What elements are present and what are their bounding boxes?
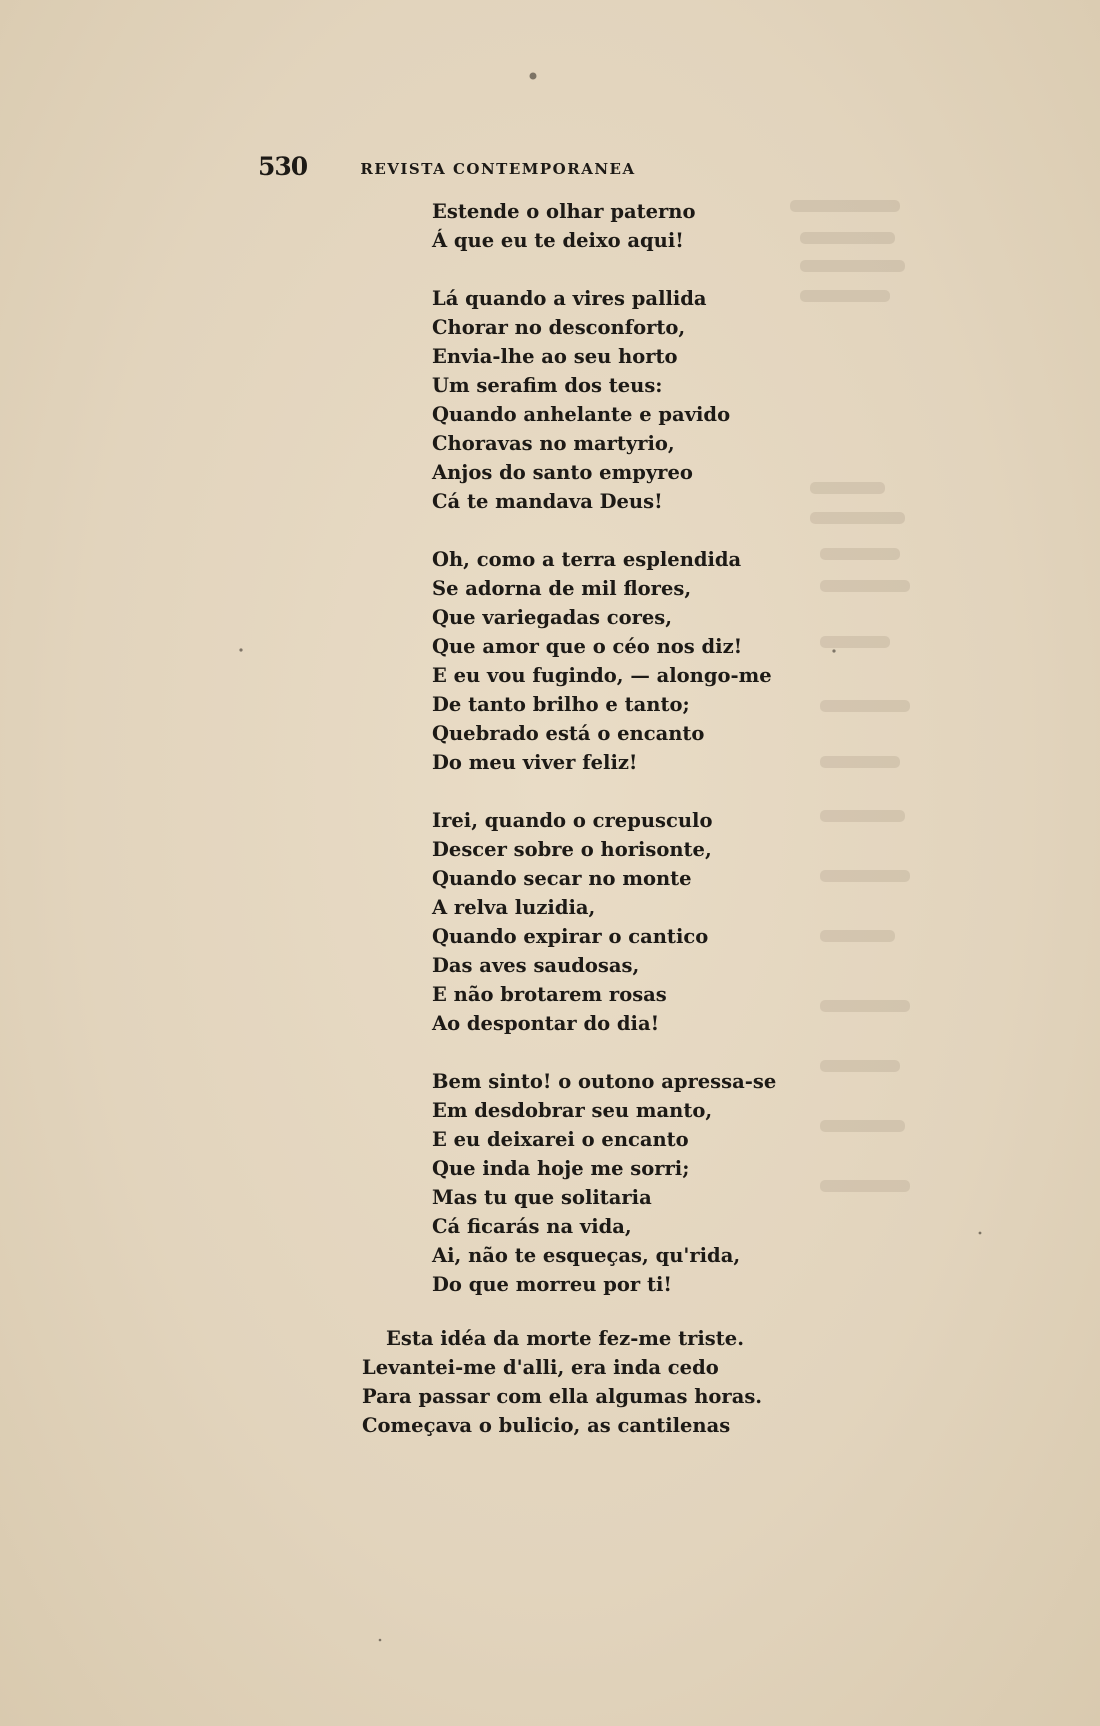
poem-line: Quando expirar o cantico: [432, 925, 709, 948]
poem-line: Do que morreu por ti!: [432, 1273, 672, 1296]
poem-line: A relva luzidia,: [432, 896, 596, 919]
poem-line: Que inda hoje me sorri;: [432, 1157, 690, 1180]
stanza-1: [432, 197, 852, 255]
poem-line: Chorar no desconforto,: [432, 316, 686, 339]
poem-line: Se adorna de mil flores,: [432, 577, 692, 600]
poem-line: De tanto brilho e tanto;: [432, 693, 690, 716]
journal-title: REVISTA CONTEMPORANEA: [360, 160, 636, 178]
poem-line: Quando anhelante e pavido: [432, 403, 731, 426]
poem-line: Quebrado está o encanto: [432, 722, 705, 745]
prose-paragraph: [362, 1324, 782, 1440]
stanza-2: [432, 284, 852, 516]
poem-line: Do meu viver feliz!: [432, 751, 638, 774]
prose-line: Esta idéa da morte fez-me triste.: [386, 1327, 744, 1350]
poem-line: Bem sinto! o outono apressa-se: [432, 1070, 777, 1093]
poem-line: Ai, não te esqueças, qu'rida,: [432, 1244, 741, 1267]
poem-line: Um serafim dos teus:: [432, 374, 663, 397]
stanza-3: [432, 545, 852, 777]
page-number: 530: [258, 152, 308, 181]
prose-line: Para passar com ella algumas horas.: [362, 1385, 763, 1408]
poem-line: Lá quando a vires pallida: [432, 287, 707, 310]
poem-line: Descer sobre o horisonte,: [432, 838, 712, 861]
poem-line: Choravas no martyrio,: [432, 432, 675, 455]
stanza-4: [432, 806, 852, 1038]
running-head: [258, 152, 738, 182]
poem-line: Das aves saudosas,: [432, 954, 640, 977]
poem-line: Envia-lhe ao seu horto: [432, 345, 678, 368]
poem-line: Mas tu que solitaria: [432, 1186, 652, 1209]
poem-line: Em desdobrar seu manto,: [432, 1099, 713, 1122]
poem: [432, 197, 852, 1328]
prose-line: Começava o bulicio, as cantilenas: [362, 1414, 731, 1437]
stanza-5: [432, 1067, 852, 1299]
poem-line: E não brotarem rosas: [432, 983, 667, 1006]
poem-line: Que variegadas cores,: [432, 606, 673, 629]
poem-line: Cá te mandava Deus!: [432, 490, 663, 513]
poem-line: Quando secar no monte: [432, 867, 692, 890]
poem-line: Ao despontar do dia!: [432, 1012, 660, 1035]
poem-line: Anjos do santo empyreo: [432, 461, 693, 484]
prose-line: Levantei-me d'alli, era inda cedo: [362, 1356, 719, 1379]
poem-line: Estende o olhar paterno: [432, 200, 696, 223]
poem-line: Á que eu te deixo aqui!: [432, 229, 684, 252]
poem-line: Que amor que o céo nos diz!: [432, 635, 743, 658]
poem-line: Irei, quando o crepusculo: [432, 809, 713, 832]
poem-line: Oh, como a terra esplendida: [432, 548, 742, 571]
poem-line: E eu vou fugindo, — alongo-me: [432, 664, 772, 687]
poem-line: E eu deixarei o encanto: [432, 1128, 689, 1151]
poem-line: Cá ficarás na vida,: [432, 1215, 632, 1238]
